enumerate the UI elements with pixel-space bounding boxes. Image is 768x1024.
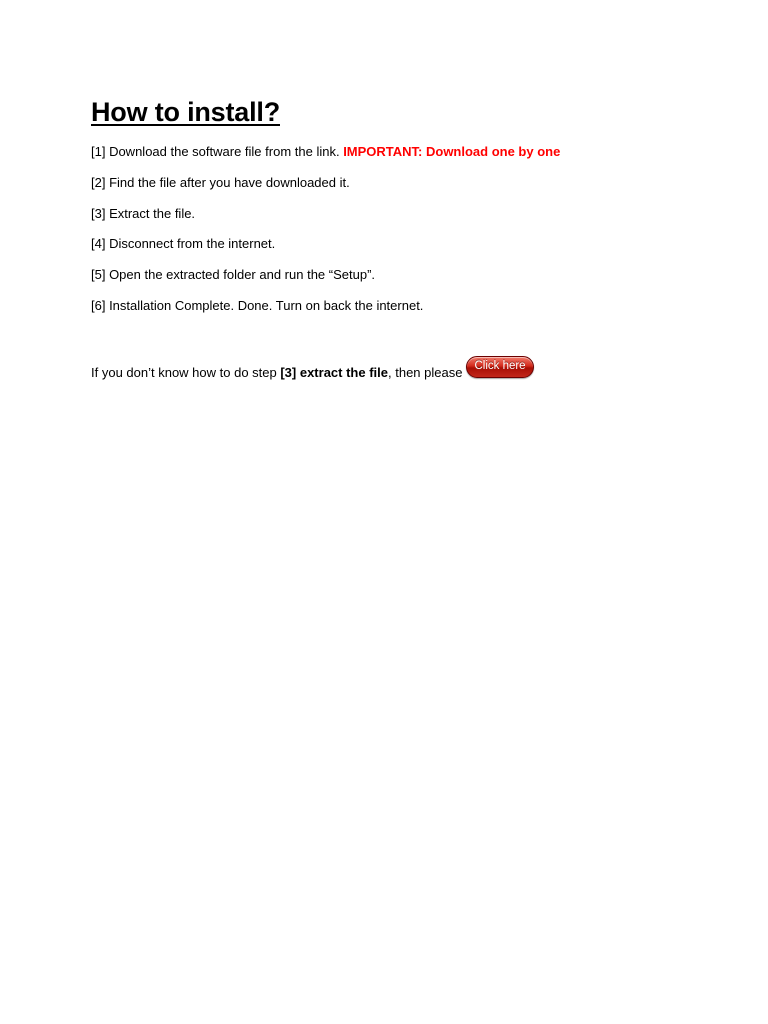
step-2-text: [2] Find the file after you have downloaded it. xyxy=(91,174,350,190)
step-4 xyxy=(91,234,711,254)
step-3-text: [3] Extract the file. xyxy=(91,205,196,221)
step-1-text: [1] Download the software file from the link. xyxy=(91,144,344,159)
click-here-button[interactable]: Click here xyxy=(466,356,533,378)
step-4-text: [4] Disconnect from the internet. xyxy=(91,236,276,252)
note-prefix: If you don’t know how to do step xyxy=(91,365,281,380)
step-2 xyxy=(91,173,711,193)
step-6 xyxy=(91,296,711,316)
page-title: How to install? xyxy=(91,97,280,127)
important-notice: IMPORTANT: Download one by one xyxy=(343,144,561,159)
step-5 xyxy=(91,265,711,285)
step-3 xyxy=(91,204,711,224)
install-instructions xyxy=(91,92,711,380)
step-6-text: [6] Installation Complete. Done. Turn on back the internet. xyxy=(91,297,424,313)
note-suffix: , then please xyxy=(388,365,463,380)
steps-list xyxy=(91,142,711,316)
step-5-text: [5] Open the extracted folder and run the “Setup”. xyxy=(91,267,376,283)
step-1 xyxy=(91,142,711,162)
help-note xyxy=(91,362,534,384)
note-bold: [3] extract the file xyxy=(280,365,388,380)
